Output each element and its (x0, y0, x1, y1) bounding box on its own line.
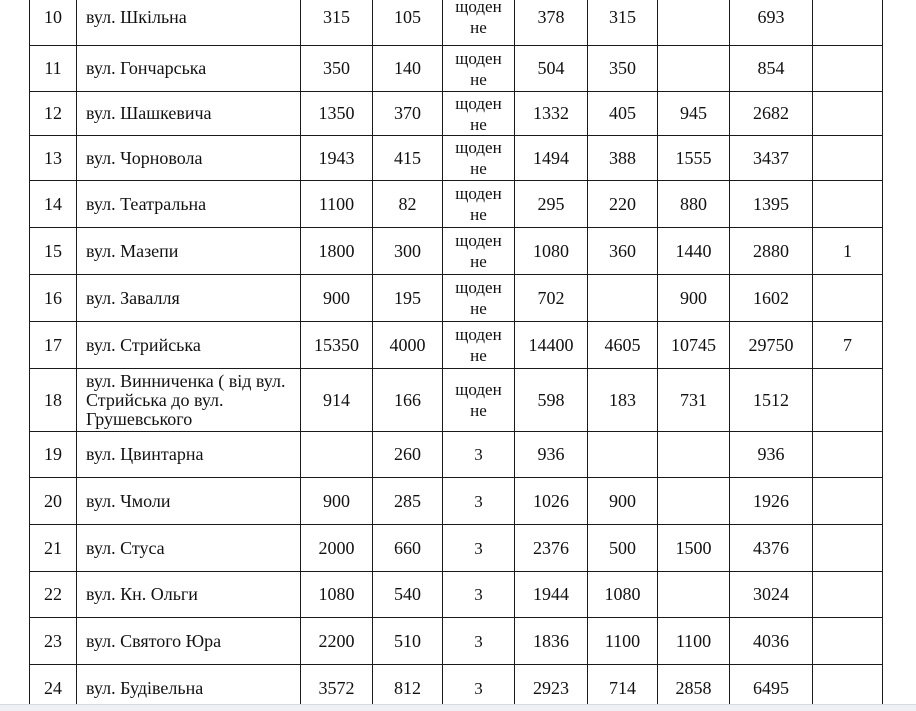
value-cell-col7 (588, 275, 658, 322)
value-cell-col3: 315 (301, 0, 373, 46)
value-cell-col8: 880 (658, 181, 730, 228)
street-name-cell: вул. Завалля (77, 275, 301, 322)
frequency-cell: 3 (443, 665, 515, 711)
value-cell-col8: 10745 (658, 322, 730, 369)
total-cell: 3437 (730, 136, 813, 181)
value-cell-col6: 702 (515, 275, 588, 322)
frequency-cell: щоден не (443, 0, 515, 46)
row-number-cell: 12 (30, 92, 77, 136)
street-name-cell: вул. Чмоли (77, 478, 301, 525)
street-name-cell: вул. Стрийська (77, 322, 301, 369)
value-cell-col7: 1080 (588, 572, 658, 618)
value-cell-col10 (813, 0, 883, 46)
row-number-cell: 22 (30, 572, 77, 618)
value-cell-col7 (588, 432, 658, 478)
value-cell-col3 (301, 432, 373, 478)
total-cell: 1602 (730, 275, 813, 322)
value-cell-col8 (658, 478, 730, 525)
street-name-cell: вул. Чорновола (77, 136, 301, 181)
value-cell-col8: 1555 (658, 136, 730, 181)
total-cell: 2682 (730, 92, 813, 136)
table-row (30, 618, 883, 665)
value-cell-col3: 1800 (301, 228, 373, 275)
total-cell: 1512 (730, 369, 813, 432)
table-body (30, 0, 883, 711)
value-cell-col3: 1943 (301, 136, 373, 181)
row-number-cell: 11 (30, 46, 77, 92)
frequency-cell: 3 (443, 618, 515, 665)
frequency-cell: щоден не (443, 46, 515, 92)
street-name-cell: вул. Будівельна (77, 665, 301, 711)
total-cell: 2880 (730, 228, 813, 275)
value-cell-col8: 900 (658, 275, 730, 322)
value-cell-col8: 945 (658, 92, 730, 136)
value-cell-col8: 1100 (658, 618, 730, 665)
table-row (30, 181, 883, 228)
value-cell-col6: 14400 (515, 322, 588, 369)
total-cell: 4036 (730, 618, 813, 665)
value-cell-col6: 1332 (515, 92, 588, 136)
value-cell-col4: 415 (373, 136, 443, 181)
row-number-cell: 18 (30, 369, 77, 432)
total-cell: 1926 (730, 478, 813, 525)
frequency-cell: щоден не (443, 228, 515, 275)
viewer-bottom-edge (0, 704, 916, 711)
value-cell-col7: 315 (588, 0, 658, 46)
table-row (30, 46, 883, 92)
value-cell-col10 (813, 525, 883, 572)
value-cell-col7: 500 (588, 525, 658, 572)
street-name-cell: вул. Святого Юра (77, 618, 301, 665)
value-cell-col6: 1836 (515, 618, 588, 665)
value-cell-col6: 378 (515, 0, 588, 46)
street-name-cell: вул. Шашкевича (77, 92, 301, 136)
table-row (30, 136, 883, 181)
value-cell-col10 (813, 46, 883, 92)
value-cell-col10 (813, 92, 883, 136)
value-cell-col8 (658, 572, 730, 618)
value-cell-col6: 1944 (515, 572, 588, 618)
value-cell-col7: 360 (588, 228, 658, 275)
table-row (30, 478, 883, 525)
frequency-cell: 3 (443, 525, 515, 572)
frequency-cell: щоден не (443, 136, 515, 181)
value-cell-col8: 1500 (658, 525, 730, 572)
value-cell-col8 (658, 46, 730, 92)
value-cell-col8 (658, 432, 730, 478)
value-cell-col4: 812 (373, 665, 443, 711)
value-cell-col6: 598 (515, 369, 588, 432)
value-cell-col6: 1080 (515, 228, 588, 275)
frequency-cell: щоден не (443, 275, 515, 322)
value-cell-col7: 900 (588, 478, 658, 525)
table-row (30, 92, 883, 136)
frequency-cell: щоден не (443, 92, 515, 136)
table-row (30, 322, 883, 369)
frequency-cell: щоден не (443, 181, 515, 228)
value-cell-col7: 405 (588, 92, 658, 136)
value-cell-col10: 7 (813, 322, 883, 369)
value-cell-col8: 731 (658, 369, 730, 432)
street-name-cell: вул. Стуса (77, 525, 301, 572)
street-name-cell: вул. Цвинтарна (77, 432, 301, 478)
streets-table (29, 0, 883, 711)
table-row (30, 275, 883, 322)
value-cell-col8 (658, 0, 730, 46)
row-number-cell: 15 (30, 228, 77, 275)
row-number-cell: 17 (30, 322, 77, 369)
value-cell-col6: 504 (515, 46, 588, 92)
value-cell-col3: 2000 (301, 525, 373, 572)
value-cell-col4: 105 (373, 0, 443, 46)
street-name-cell: вул. Гончарська (77, 46, 301, 92)
value-cell-col3: 1350 (301, 92, 373, 136)
total-cell: 3024 (730, 572, 813, 618)
total-cell: 693 (730, 0, 813, 46)
value-cell-col3: 1100 (301, 181, 373, 228)
street-name-cell: вул. Театральна (77, 181, 301, 228)
street-name-cell: вул. Мазепи (77, 228, 301, 275)
row-number-cell: 20 (30, 478, 77, 525)
value-cell-col4: 4000 (373, 322, 443, 369)
table-row (30, 228, 883, 275)
value-cell-col4: 166 (373, 369, 443, 432)
frequency-cell: 3 (443, 478, 515, 525)
row-number-cell: 16 (30, 275, 77, 322)
value-cell-col3: 914 (301, 369, 373, 432)
total-cell: 1395 (730, 181, 813, 228)
value-cell-col6: 295 (515, 181, 588, 228)
value-cell-col4: 540 (373, 572, 443, 618)
value-cell-col3: 2200 (301, 618, 373, 665)
total-cell: 6495 (730, 665, 813, 711)
table-row (30, 572, 883, 618)
value-cell-col7: 220 (588, 181, 658, 228)
total-cell: 936 (730, 432, 813, 478)
value-cell-col10 (813, 181, 883, 228)
value-cell-col3: 350 (301, 46, 373, 92)
value-cell-col6: 2923 (515, 665, 588, 711)
value-cell-col4: 300 (373, 228, 443, 275)
value-cell-col3: 1080 (301, 572, 373, 618)
value-cell-col6: 936 (515, 432, 588, 478)
value-cell-col7: 4605 (588, 322, 658, 369)
value-cell-col3: 900 (301, 478, 373, 525)
street-name-cell: вул. Винниченка ( від вул. Стрийська до вул. Грушевського (77, 369, 301, 432)
value-cell-col8: 2858 (658, 665, 730, 711)
frequency-cell: щоден не (443, 322, 515, 369)
row-number-cell: 23 (30, 618, 77, 665)
frequency-cell: 3 (443, 572, 515, 618)
table-row (30, 0, 883, 46)
value-cell-col8: 1440 (658, 228, 730, 275)
value-cell-col10: 1 (813, 228, 883, 275)
table-row (30, 525, 883, 572)
value-cell-col4: 195 (373, 275, 443, 322)
value-cell-col3: 3572 (301, 665, 373, 711)
value-cell-col10 (813, 572, 883, 618)
row-number-cell: 14 (30, 181, 77, 228)
value-cell-col4: 260 (373, 432, 443, 478)
frequency-cell: щоден не (443, 369, 515, 432)
value-cell-col4: 140 (373, 46, 443, 92)
street-name-cell: вул. Шкільна (77, 0, 301, 46)
row-number-cell: 13 (30, 136, 77, 181)
value-cell-col6: 1494 (515, 136, 588, 181)
value-cell-col4: 370 (373, 92, 443, 136)
row-number-cell: 19 (30, 432, 77, 478)
value-cell-col4: 82 (373, 181, 443, 228)
table-row (30, 369, 883, 432)
value-cell-col3: 900 (301, 275, 373, 322)
value-cell-col10 (813, 136, 883, 181)
row-number-cell: 10 (30, 0, 77, 46)
table-row (30, 432, 883, 478)
value-cell-col7: 388 (588, 136, 658, 181)
value-cell-col10 (813, 618, 883, 665)
frequency-cell: 3 (443, 432, 515, 478)
value-cell-col4: 660 (373, 525, 443, 572)
value-cell-col10 (813, 275, 883, 322)
value-cell-col4: 285 (373, 478, 443, 525)
street-name-cell: вул. Кн. Ольги (77, 572, 301, 618)
value-cell-col10 (813, 432, 883, 478)
value-cell-col7: 1100 (588, 618, 658, 665)
value-cell-col3: 15350 (301, 322, 373, 369)
value-cell-col6: 1026 (515, 478, 588, 525)
value-cell-col7: 350 (588, 46, 658, 92)
total-cell: 4376 (730, 525, 813, 572)
row-number-cell: 24 (30, 665, 77, 711)
value-cell-col7: 183 (588, 369, 658, 432)
value-cell-col6: 2376 (515, 525, 588, 572)
value-cell-col10 (813, 369, 883, 432)
value-cell-col7: 714 (588, 665, 658, 711)
value-cell-col10 (813, 478, 883, 525)
total-cell: 29750 (730, 322, 813, 369)
value-cell-col4: 510 (373, 618, 443, 665)
row-number-cell: 21 (30, 525, 77, 572)
total-cell: 854 (730, 46, 813, 92)
